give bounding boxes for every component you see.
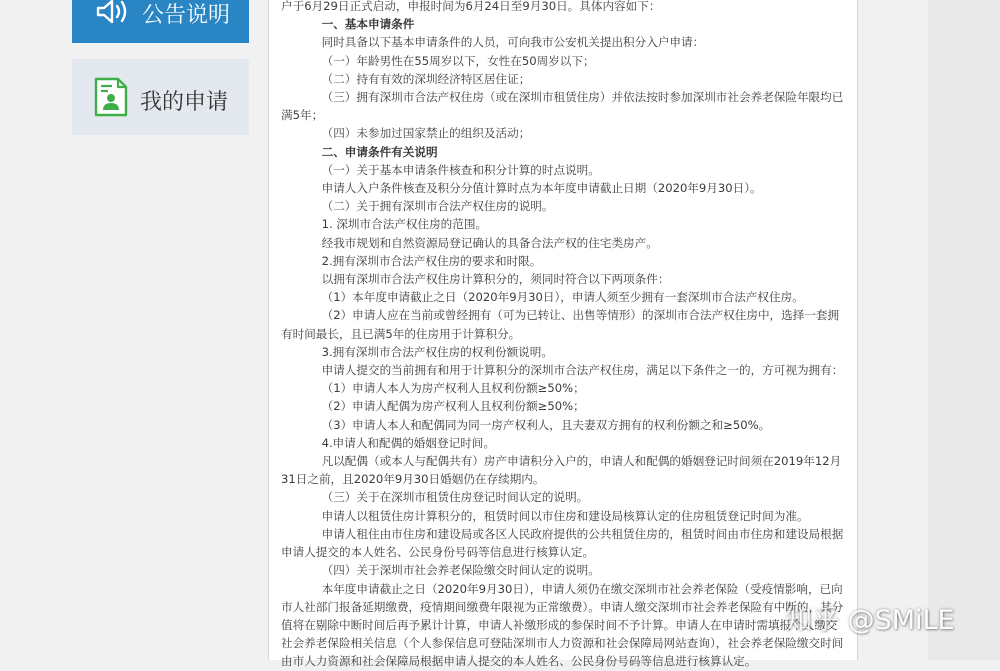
article-paragraph: （1）申请人本人为房产权利人且权利份额≥50%； xyxy=(321,381,585,396)
article-paragraph: （一）关于基本申请条件核查和积分计算的时点说明。 xyxy=(321,162,600,177)
article-paragraph: 同时具备以下基本申请条件的人员，可向我市公安机关提出积分入户申请： xyxy=(321,35,705,50)
speaker-icon xyxy=(94,0,132,26)
nav-item-notice[interactable] xyxy=(72,0,249,43)
nav-item-my-application-label: 我的申请 xyxy=(140,90,229,115)
article-paragraph: 3.拥有深圳市合法产权住房的权利份额说明。 xyxy=(321,344,553,359)
article-paragraph: （二）持有有效的深圳经济特区居住证； xyxy=(321,71,531,86)
section-heading: 一、基本申请条件 xyxy=(321,17,415,32)
article-paragraph: （2）申请人应在当前或曾经拥有（可为已转让、出售等情形）的深圳市合法产权住房中，选择一套拥有时间最长，且已满5年的住房用于计算积分。 xyxy=(281,308,840,341)
right-margin xyxy=(928,0,1000,660)
article-paragraph: （一）年龄男性在55周岁以下，女性在50周岁以下； xyxy=(321,53,595,68)
article-paragraph: （三）关于在深圳市租赁住房登记时间认定的说明。 xyxy=(321,490,589,505)
article-paragraph: 申请人提交的当前拥有和用于计算积分的深圳市合法产权住房，满足以下条件之一的，方可视为拥有： xyxy=(321,363,844,378)
announcement-article xyxy=(281,0,847,671)
application-form-icon xyxy=(93,77,129,117)
watermark: 知乎 @SMiLE xyxy=(785,605,955,636)
nav-item-notice-label: 公告说明 xyxy=(142,3,231,28)
article-paragraph: （3）申请人本人和配偶同为同一房产权利人，且夫妻双方拥有的权利份额之和≥50%。 xyxy=(321,417,771,432)
article-paragraph: （四）未参加过国家禁止的组织及活动； xyxy=(321,126,531,141)
article-paragraph: 申请人入户条件核查及积分分值计算时点为本年度申请截止日期（2020年9月30日）。 xyxy=(321,181,762,196)
article-paragraph: 1. 深圳市合法产权住房的范围。 xyxy=(321,217,488,232)
article-paragraph: 户于6月29日正式启动，申报时间为6月24日至9月30日。具体内容如下： xyxy=(281,0,661,13)
announcement-panel[interactable] xyxy=(268,0,858,669)
nav-item-my-application[interactable] xyxy=(72,59,249,135)
article-paragraph: 2.拥有深圳市合法产权住房的要求和时限。 xyxy=(321,253,542,268)
article-paragraph: （1）本年度申请截止之日（2020年9月30日），申请人须至少拥有一套深圳市合法产权住房。 xyxy=(321,290,804,305)
article-paragraph: （四）关于深圳市社会养老保险缴交时间认定的说明。 xyxy=(321,563,600,578)
article-paragraph: 4.申请人和配偶的婚姻登记时间。 xyxy=(321,435,495,450)
article-paragraph: 经我市规划和自然资源局登记确认的具备合法产权的住宅类房产。 xyxy=(321,235,658,250)
article-paragraph: 本年度申请截止之日（2020年9月30日），申请人须仍在缴交深圳市社会养老保险（受疫情影响，已向市人社部门报备延期缴费，疫情期间缴费年限视为正常缴费）。申请人缴交深圳市社会养老保险有中断的，其分值将在剔除中断时间后再予累计计算，申请人补缴形成的参保时间不予计算。申请人在申请时需填报个人缴交社会养老保险相关信息（个人参保信息可登陆深圳市人力资源和社会保障局网站查询），社会养老保险缴交时间由市人力资源和社会保障局根据申请人提交的本人姓名、公民身份号码等信息进行核算认定。 xyxy=(281,581,844,669)
article-paragraph: （2）申请人配偶为房产权利人且权利份额≥50%； xyxy=(321,399,585,414)
section-heading: 二、申请条件有关说明 xyxy=(321,144,438,159)
article-paragraph: 申请人以租赁住房计算积分的，租赁时间以市住房和建设局核算认定的住房租赁登记时间为准。 xyxy=(321,508,809,523)
article-paragraph: 以拥有深圳市合法产权住房计算积分的，须同时符合以下两项条件： xyxy=(321,272,670,287)
article-paragraph: （二）关于拥有深圳市合法产权住房的说明。 xyxy=(321,199,554,214)
article-paragraph: 凡以配偶（或本人与配偶共有）房产申请积分入户的，申请人和配偶的婚姻登记时间须在2019年12月31日之前，且2020年9月30日婚姻仍在存续期内。 xyxy=(281,454,842,487)
article-paragraph: 申请人租住由市住房和建设局或各区人民政府提供的公共租赁住房的，租赁时间由市住房和建设局根据申请人提交的本人姓名、公民身份号码等信息进行核算认定。 xyxy=(281,526,844,560)
article-paragraph: （三）拥有深圳市合法产权住房（或在深圳市租赁住房）并依法按时参加深圳市社会养老保险年限均已满5年； xyxy=(281,90,844,123)
